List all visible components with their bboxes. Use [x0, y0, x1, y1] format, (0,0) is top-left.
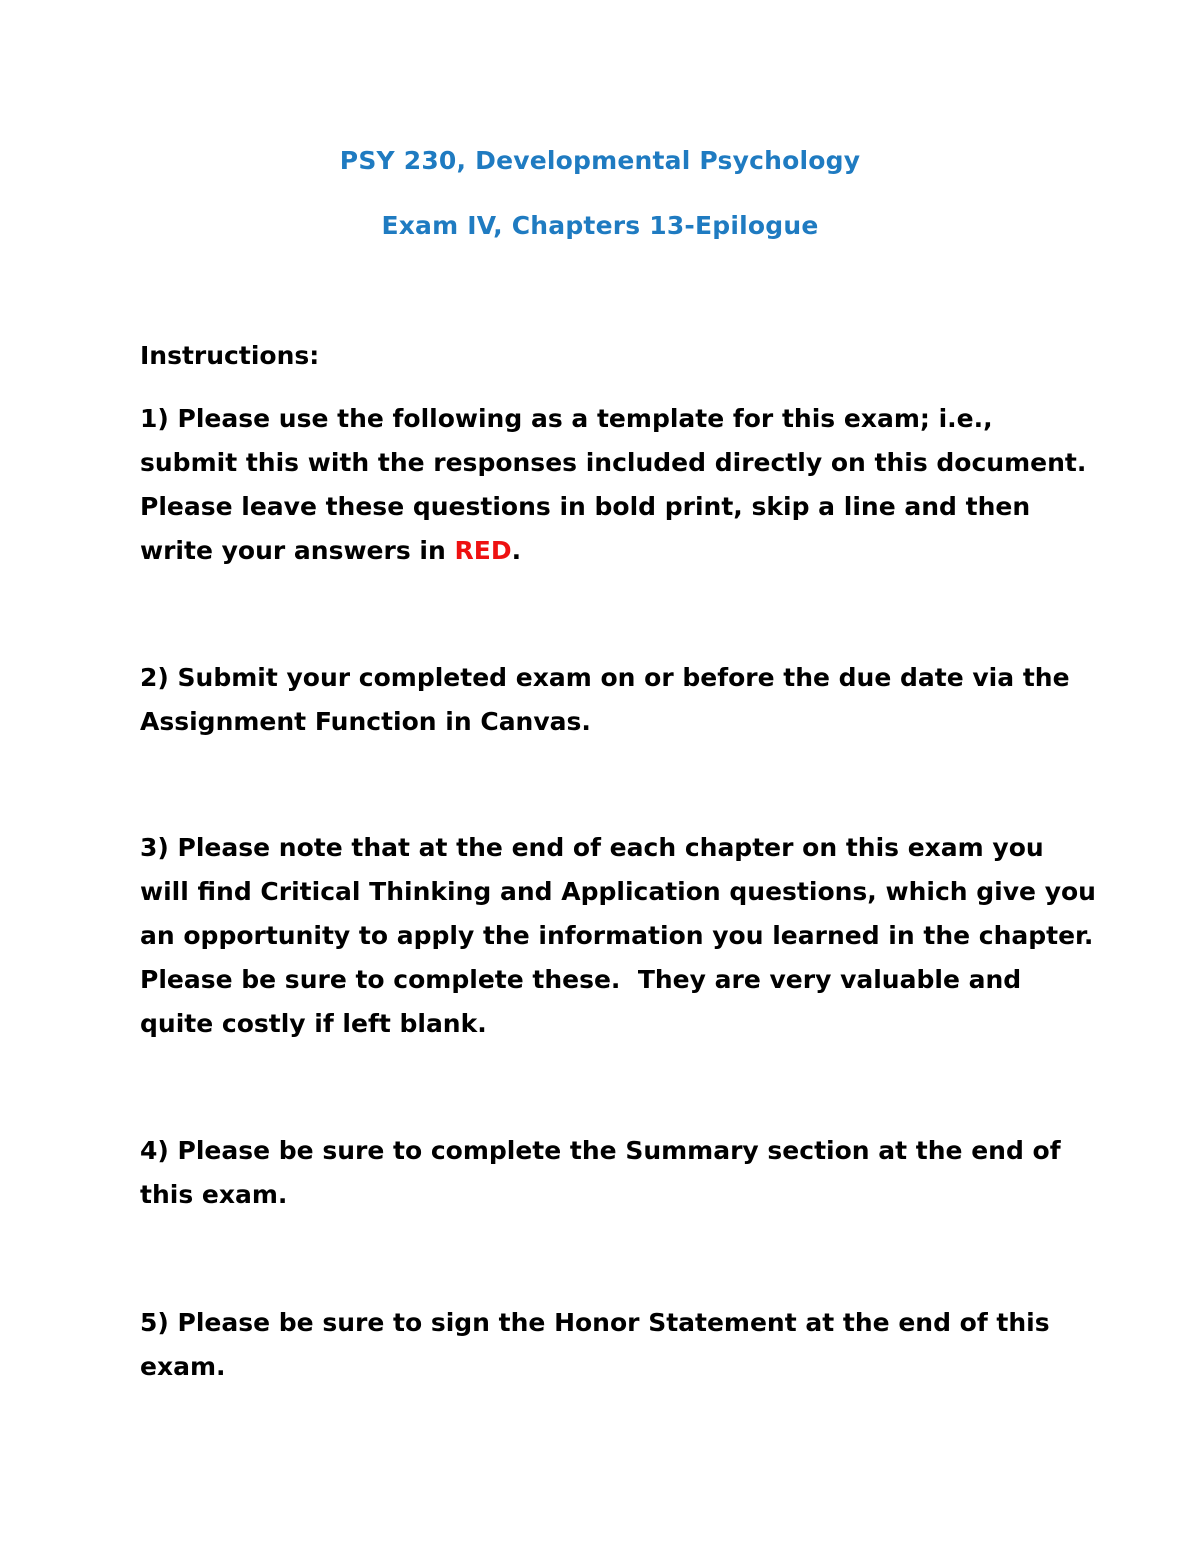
instruction-item-4	[140, 1129, 1100, 1217]
instruction-line: 1) Please use the following as a template for this exam; i.e.,	[140, 404, 993, 433]
instruction-line: 5) Please be sure to sign the Honor Statement at the end of this	[140, 1308, 1050, 1337]
red-highlight-word: RED	[454, 536, 512, 565]
instruction-line-with-highlight	[140, 529, 1100, 573]
instruction-line: 3) Please note that at the end of each chapter on this exam you	[140, 833, 1044, 862]
instruction-line: Assignment Function in Canvas.	[140, 707, 591, 736]
instruction-line: submit this with the responses included directly on this document.	[140, 448, 1087, 477]
instruction-line: 4) Please be sure to complete the Summary section at the end of	[140, 1136, 1061, 1165]
instruction-line: quite costly if left blank.	[140, 1009, 487, 1038]
instruction-line: Please be sure to complete these. They are very valuable and	[140, 965, 1022, 994]
instructions-heading: Instructions:	[140, 341, 320, 370]
instruction-item-2	[140, 656, 1100, 744]
instruction-item-1	[140, 397, 1100, 573]
instruction-item-5	[140, 1301, 1100, 1389]
instruction-line: Please leave these questions in bold print, skip a line and then	[140, 492, 1031, 521]
instruction-line-prefix: write your answers in	[140, 536, 455, 565]
instruction-line: an opportunity to apply the information you learned in the chapter.	[140, 921, 1094, 950]
exam-title: Exam IV, Chapters 13-Epilogue	[381, 211, 819, 240]
instruction-line: exam.	[140, 1352, 226, 1381]
instruction-line: this exam.	[140, 1180, 288, 1209]
instruction-line: 2) Submit your completed exam on or before the due date via the	[140, 663, 1070, 692]
instruction-item-3	[140, 826, 1100, 1046]
instruction-line-suffix: .	[511, 536, 522, 565]
instruction-line: will find Critical Thinking and Application questions, which give you	[140, 877, 1096, 906]
course-title: PSY 230, Developmental Psychology	[339, 146, 861, 175]
